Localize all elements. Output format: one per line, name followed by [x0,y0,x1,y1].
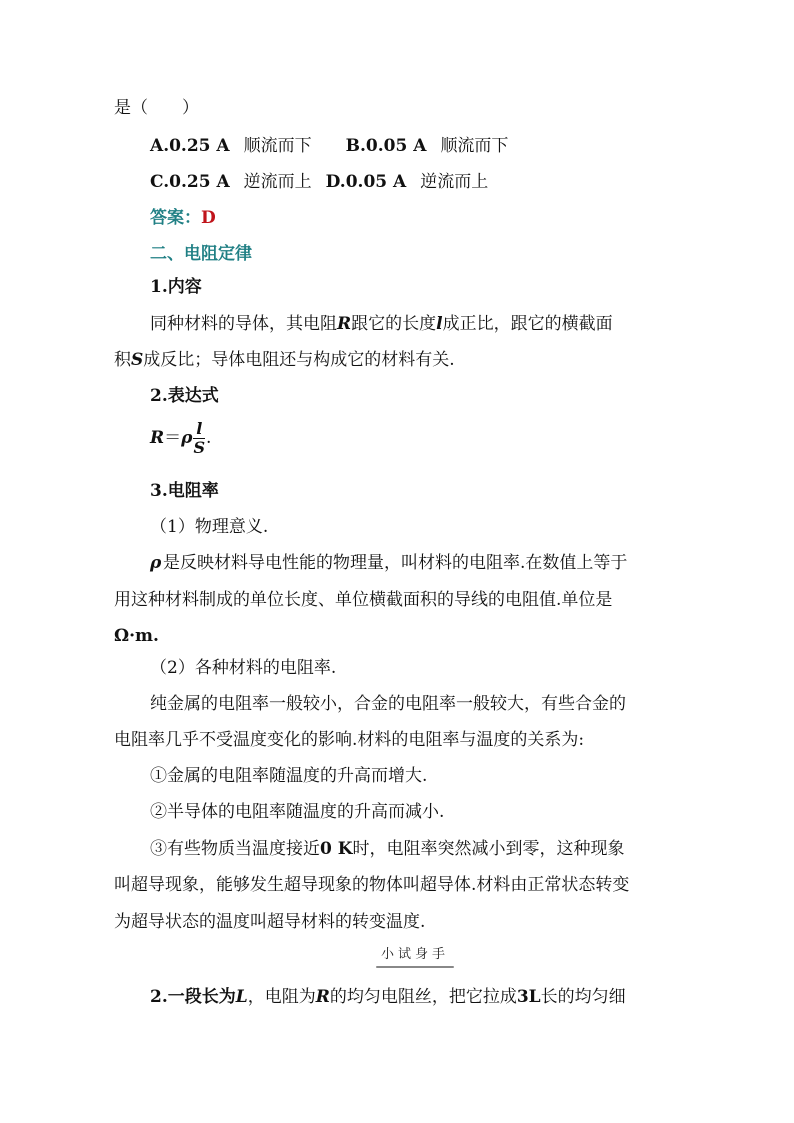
point-1: ①金属的电阻率随温度的升高而增大. [150,766,428,786]
options-row-cd [150,170,488,194]
item1-paragraph-line1: 同种材料的导体，其电阻R跟它的长度l成正比，跟它的横截面 [150,314,613,334]
option-b-text: 顺流而下 [440,136,509,156]
answer-value: D [201,208,216,228]
answer-label: 答案： [150,208,201,228]
question-stem-tail: 是（ ） [114,98,199,118]
sub2-paragraph-line2: 电阻率几乎不受温度变化的影响.材料的电阻率与温度的关系为: [114,730,585,750]
sub2-title: （2）各种材料的电阻率. [150,658,337,678]
option-b-label: B.0.05 A [345,136,427,156]
sub2-paragraph-line1: 纯金属的电阻率一般较小，合金的电阻率一般较大，有些合金的 [150,694,626,714]
option-d-label: D.0.05 A [325,172,407,192]
answer-line [150,206,216,230]
sub1-paragraph-line3: Ω·m. [114,626,159,646]
point-3-line1: ③有些物质当温度接近0 K时，电阻率突然减小到零，这种现象 [150,839,625,859]
practice-badge: 小试身手 [372,944,458,966]
sub1-title: （1）物理意义. [150,517,269,537]
option-c-text: 逆流而上 [243,172,312,192]
options-row-ab [150,134,508,158]
option-c-label: C.0.25 A [150,172,230,192]
item3-title: 3.电阻率 [150,481,219,501]
item1-paragraph-line2: 积S成反比；导体电阻还与构成它的材料有关. [114,350,455,370]
point-3-line3: 为超导状态的温度叫超导材料的转变温度. [114,912,426,932]
option-d-text: 逆流而上 [420,172,489,192]
item2-title: 2.表达式 [150,386,219,406]
question2-line1: 2.一段长为L，电阻为R的均匀电阻丝，把它拉成3L长的均匀细 [150,987,626,1007]
section-title: 二、电阻定律 [150,244,252,264]
sub1-paragraph-line2: 用这种材料制成的单位长度、单位横截面积的导线的电阻值.单位是 [114,590,613,610]
point-3-line2: 叫超导现象，能够发生超导现象的物体叫超导体.材料由正常状态转变 [114,875,630,895]
option-a-label: A.0.25 A [150,136,230,156]
option-a-text: 顺流而下 [243,136,312,156]
formula-fraction: $\frac{l}{S}$ [193,419,206,457]
sub1-paragraph-line1: ρ 是反映材料导电性能的物理量，叫材料的电阻率.在数值上等于 [150,553,628,573]
point-2: ②半导体的电阻率随温度的升高而减小. [150,802,445,822]
resistance-formula: R＝ρ $\frac{l}{S}$ . [150,419,212,457]
item1-title: 1.内容 [150,277,202,297]
